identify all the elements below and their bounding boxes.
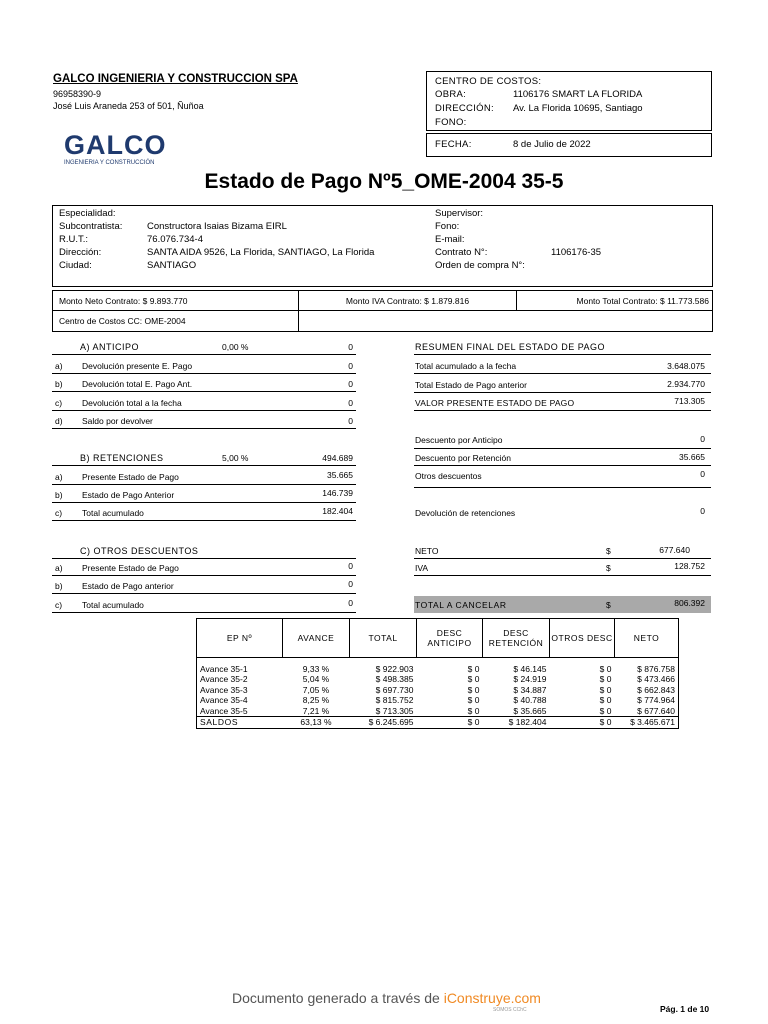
divider	[52, 391, 356, 392]
email-label: E-mail:	[435, 234, 465, 245]
cell-neto: $ 473.466	[615, 674, 679, 685]
neto-currency: $	[606, 546, 611, 556]
cell-desc-retencion: $ 46.145	[513, 663, 547, 674]
col-total: TOTAL	[350, 619, 417, 658]
fecha-box	[426, 133, 712, 157]
cell-otros-desc: $ 0	[599, 705, 612, 716]
divider	[52, 575, 356, 576]
retenciones-row-key: a)	[55, 472, 63, 482]
otros-row-key: a)	[55, 563, 63, 573]
divider	[52, 558, 356, 559]
retenciones-row-key: c)	[55, 508, 63, 518]
divider	[414, 410, 711, 411]
fecha-value: 8 de Julio de 2022	[513, 139, 591, 150]
col-neto: NETO	[615, 619, 679, 658]
anticipo-row-key: d)	[55, 416, 63, 426]
descuento-retencion-label: Descuento por Retención	[415, 453, 511, 463]
divider	[52, 373, 356, 374]
cell-avance: 63,13 %	[300, 717, 332, 727]
cell-total: $ 498.385	[375, 674, 414, 684]
otros-row-value: 0	[348, 561, 353, 571]
subcontratista-label: Subcontratista:	[59, 221, 123, 232]
cell-desc-retencion: $ 34.887	[513, 684, 547, 695]
obra-value: 1106176 SMART LA FLORIDA	[513, 89, 643, 100]
orden-compra-label: Orden de compra N°:	[435, 260, 525, 271]
col-desc-anticipo: DESC ANTICIPO	[417, 619, 483, 658]
ciudad-label: Ciudad:	[59, 260, 92, 271]
col-avance: AVANCE	[283, 619, 350, 658]
cell-total: $ 713.305	[375, 705, 414, 716]
anticipo-row-label: Saldo por devolver	[82, 416, 153, 426]
iva-currency: $	[606, 563, 611, 573]
valor-presente-value: 713.305	[674, 396, 705, 406]
cell-desc-anticipo: $ 0	[467, 705, 480, 716]
divider	[414, 373, 711, 374]
divider	[52, 520, 356, 521]
anticipo-row-label: Devolución total a la fecha	[82, 398, 182, 408]
fono-label: FONO:	[435, 117, 467, 128]
retenciones-pct: 5,00 %	[222, 453, 249, 463]
company-address: José Luis Araneda 253 of 501, Ñuñoa	[53, 101, 204, 111]
retenciones-row-label: Presente Estado de Pago	[82, 472, 179, 482]
otros-title: C) OTROS DESCUENTOS	[80, 546, 199, 556]
anticipo-row-value: 0	[348, 416, 353, 426]
cell-ep: Avance 35-3	[197, 685, 283, 696]
centro-header: CENTRO DE COSTOS:	[435, 76, 542, 87]
company-name: GALCO INGENIERIA Y CONSTRUCCION SPA	[53, 73, 298, 85]
fecha-label: FECHA:	[435, 139, 472, 150]
anticipo-row-key: a)	[55, 361, 63, 371]
direccion-label: DIRECCIÓN:	[435, 103, 494, 114]
retenciones-row-label: Estado de Pago Anterior	[82, 490, 175, 500]
cell-desc-anticipo: $ 0	[467, 717, 480, 727]
subcontratista-info-box	[52, 205, 713, 287]
anticipo-row-value: 0	[348, 398, 353, 408]
retenciones-row-value: 146.739	[322, 488, 353, 498]
estado-pago-table	[196, 618, 679, 729]
logo-subtext: INGENIERIA Y CONSTRUCCIÓN	[64, 160, 155, 166]
otros-row-value: 0	[348, 598, 353, 608]
otros-descuentos-label: Otros descuentos	[415, 471, 482, 481]
monto-total: Monto Total Contrato: $ 11.773.586	[576, 296, 709, 306]
total-acumulado-value: 3.648.075	[667, 361, 705, 371]
divider	[414, 487, 711, 488]
footer-brand: iConstruye.com	[443, 990, 541, 1006]
col-otros-desc: OTROS DESC	[550, 619, 615, 658]
divider	[414, 354, 711, 355]
retenciones-row-value: 182.404	[322, 506, 353, 516]
cell-desc-retencion: $ 24.919	[513, 674, 547, 684]
cell-desc-anticipo: $ 0	[467, 684, 480, 695]
cell-desc-retencion: $ 182.404	[508, 717, 547, 727]
descuento-anticipo-value: 0	[700, 434, 705, 444]
retenciones-value: 494.689	[322, 453, 353, 463]
cell-otros-desc: $ 0	[599, 663, 612, 674]
footer-prefix: Documento generado a través de	[232, 990, 444, 1006]
divider	[52, 354, 356, 355]
rut-value: 76.076.734-4	[147, 234, 203, 245]
cell-neto: $ 677.640	[615, 706, 679, 717]
supervisor-label: Supervisor:	[435, 208, 484, 219]
otros-row-label: Presente Estado de Pago	[82, 563, 179, 573]
direccion-value: SANTA AIDA 9526, La Florida, SANTIAGO, La Florida	[147, 247, 375, 258]
anticipo-row-label: Devolución presente E. Pago	[82, 361, 193, 371]
centro-costos-cc: Centro de Costos CC: OME-2004	[59, 316, 186, 326]
rut-label: R.U.T.:	[59, 234, 89, 245]
logo-text: GALCO	[64, 130, 167, 160]
retenciones-title: B) RETENCIONES	[80, 453, 164, 463]
table-row	[197, 664, 679, 675]
cell-otros-desc: $ 0	[599, 684, 612, 695]
cell-desc-retencion: $ 35.665	[513, 705, 547, 716]
anticipo-title: A) ANTICIPO	[80, 342, 140, 352]
contrato-value: 1106176-35	[551, 247, 602, 258]
divider	[52, 484, 356, 485]
otros-row-key: b)	[55, 581, 63, 591]
direccion-value: Av. La Florida 10695, Santiago	[513, 103, 643, 114]
anticipo-value: 0	[348, 342, 353, 352]
cell-ep: Avance 35-2	[197, 674, 283, 685]
page-number: Pág. 1 de 10	[660, 1004, 710, 1014]
cell-avance: 8,25 %	[302, 695, 330, 705]
table-row	[197, 706, 679, 717]
cell-desc-anticipo: $ 0	[467, 663, 480, 674]
otros-row-label: Estado de Pago anterior	[82, 581, 174, 591]
otros-row-label: Total acumulado	[82, 600, 144, 610]
divider	[414, 575, 711, 576]
anticipo-row-label: Devolución total E. Pago Ant.	[82, 379, 193, 389]
montos-box	[52, 290, 713, 332]
direccion-label: Dirección:	[59, 247, 102, 258]
resumen-title: RESUMEN FINAL DEL ESTADO DE PAGO	[415, 342, 606, 352]
table-header-row	[197, 619, 679, 658]
divider	[414, 558, 711, 559]
monto-neto: Monto Neto Contrato: $ 9.893.770	[59, 296, 188, 306]
cell-ep: Avance 35-1	[197, 664, 283, 675]
cell-avance: 7,05 %	[302, 684, 330, 695]
neto-value: 677.640	[659, 545, 690, 555]
otros-descuentos-value: 0	[700, 469, 705, 479]
cell-neto: $ 774.964	[615, 695, 679, 706]
col-desc-retencion: DESC RETENCIÓN	[483, 619, 550, 658]
especialidad-label: Especialidad:	[59, 208, 116, 219]
divider	[52, 593, 356, 594]
divider	[52, 502, 356, 503]
cell-neto: $ 876.758	[615, 664, 679, 675]
cell-avance: 7,21 %	[302, 705, 330, 716]
cell-desc-anticipo: $ 0	[467, 674, 480, 684]
total-cancelar-value: 806.392	[674, 598, 705, 608]
fono-label: Fono:	[435, 221, 460, 232]
anticipo-row-key: b)	[55, 379, 63, 389]
iva-label: IVA	[415, 563, 429, 573]
valor-presente-label: VALOR PRESENTE ESTADO DE PAGO	[415, 398, 575, 408]
subcontratista-value: Constructora Isaias Bizama EIRL	[147, 221, 287, 232]
page-title: Estado de Pago Nº5_OME-2004 35-5	[204, 170, 564, 193]
devolucion-retenciones-label: Devolución de retenciones	[415, 508, 516, 518]
table-row	[197, 674, 679, 685]
anticipo-row-value: 0	[348, 361, 353, 371]
divider	[52, 612, 356, 613]
cell-ep: SALDOS	[197, 717, 283, 729]
anticipo-pct: 0,00 %	[222, 342, 249, 352]
otros-row-value: 0	[348, 579, 353, 589]
cell-otros-desc: $ 0	[599, 695, 612, 705]
divider	[52, 410, 356, 411]
cell-total: $ 815.752	[375, 695, 414, 705]
divider	[414, 392, 711, 393]
centro-costos-box	[426, 71, 712, 131]
cell-otros-desc: $ 0	[599, 674, 612, 684]
cell-total: $ 922.903	[375, 663, 414, 674]
retenciones-row-value: 35.665	[327, 470, 353, 480]
company-rut: 96958390-9	[53, 89, 102, 99]
monto-iva: Monto IVA Contrato: $ 1.879.816	[345, 296, 470, 306]
total-cancelar-label: TOTAL A CANCELAR	[415, 600, 507, 610]
cell-avance: 5,04 %	[302, 674, 330, 684]
retenciones-row-key: b)	[55, 490, 63, 500]
table-row	[197, 685, 679, 696]
total-anterior-label: Total Estado de Pago anterior	[415, 380, 527, 390]
cell-avance: 9,33 %	[302, 663, 330, 674]
cell-otros-desc: $ 0	[599, 717, 612, 727]
anticipo-row-key: c)	[55, 398, 63, 408]
col-ep: EP Nº	[197, 619, 283, 658]
cell-total: $ 697.730	[375, 684, 414, 695]
footer-text	[232, 990, 541, 1006]
neto-label: NETO	[415, 546, 439, 556]
cell-neto: $ 662.843	[615, 685, 679, 696]
divider	[52, 428, 356, 429]
total-cancelar-currency: $	[606, 600, 611, 610]
total-anterior-value: 2.934.770	[667, 379, 705, 389]
otros-row-key: c)	[55, 600, 63, 610]
retenciones-row-label: Total acumulado	[82, 508, 144, 518]
footer-subtext: SOMOS CChC	[493, 1007, 527, 1013]
table-totals-row	[197, 717, 679, 729]
divider	[52, 465, 356, 466]
iva-value: 128.752	[674, 561, 705, 571]
cell-desc-retencion: $ 40.788	[513, 695, 547, 705]
divider	[414, 448, 711, 449]
descuento-retencion-value: 35.665	[679, 452, 705, 462]
devolucion-retenciones-value: 0	[700, 506, 705, 516]
contrato-label: Contrato N°:	[435, 247, 488, 258]
divider	[53, 310, 712, 311]
anticipo-row-value: 0	[348, 379, 353, 389]
descuento-anticipo-label: Descuento por Anticipo	[415, 435, 503, 445]
cell-ep: Avance 35-5	[197, 706, 283, 717]
obra-label: OBRA:	[435, 89, 467, 100]
cell-neto: $ 3.465.671	[615, 717, 679, 729]
cell-ep: Avance 35-4	[197, 695, 283, 706]
cell-desc-anticipo: $ 0	[467, 695, 480, 705]
divider	[414, 465, 711, 466]
ciudad-value: SANTIAGO	[147, 260, 197, 271]
cell-total: $ 6.245.695	[368, 717, 414, 727]
table-row	[197, 695, 679, 706]
total-acumulado-label: Total acumulado a la fecha	[415, 361, 517, 371]
